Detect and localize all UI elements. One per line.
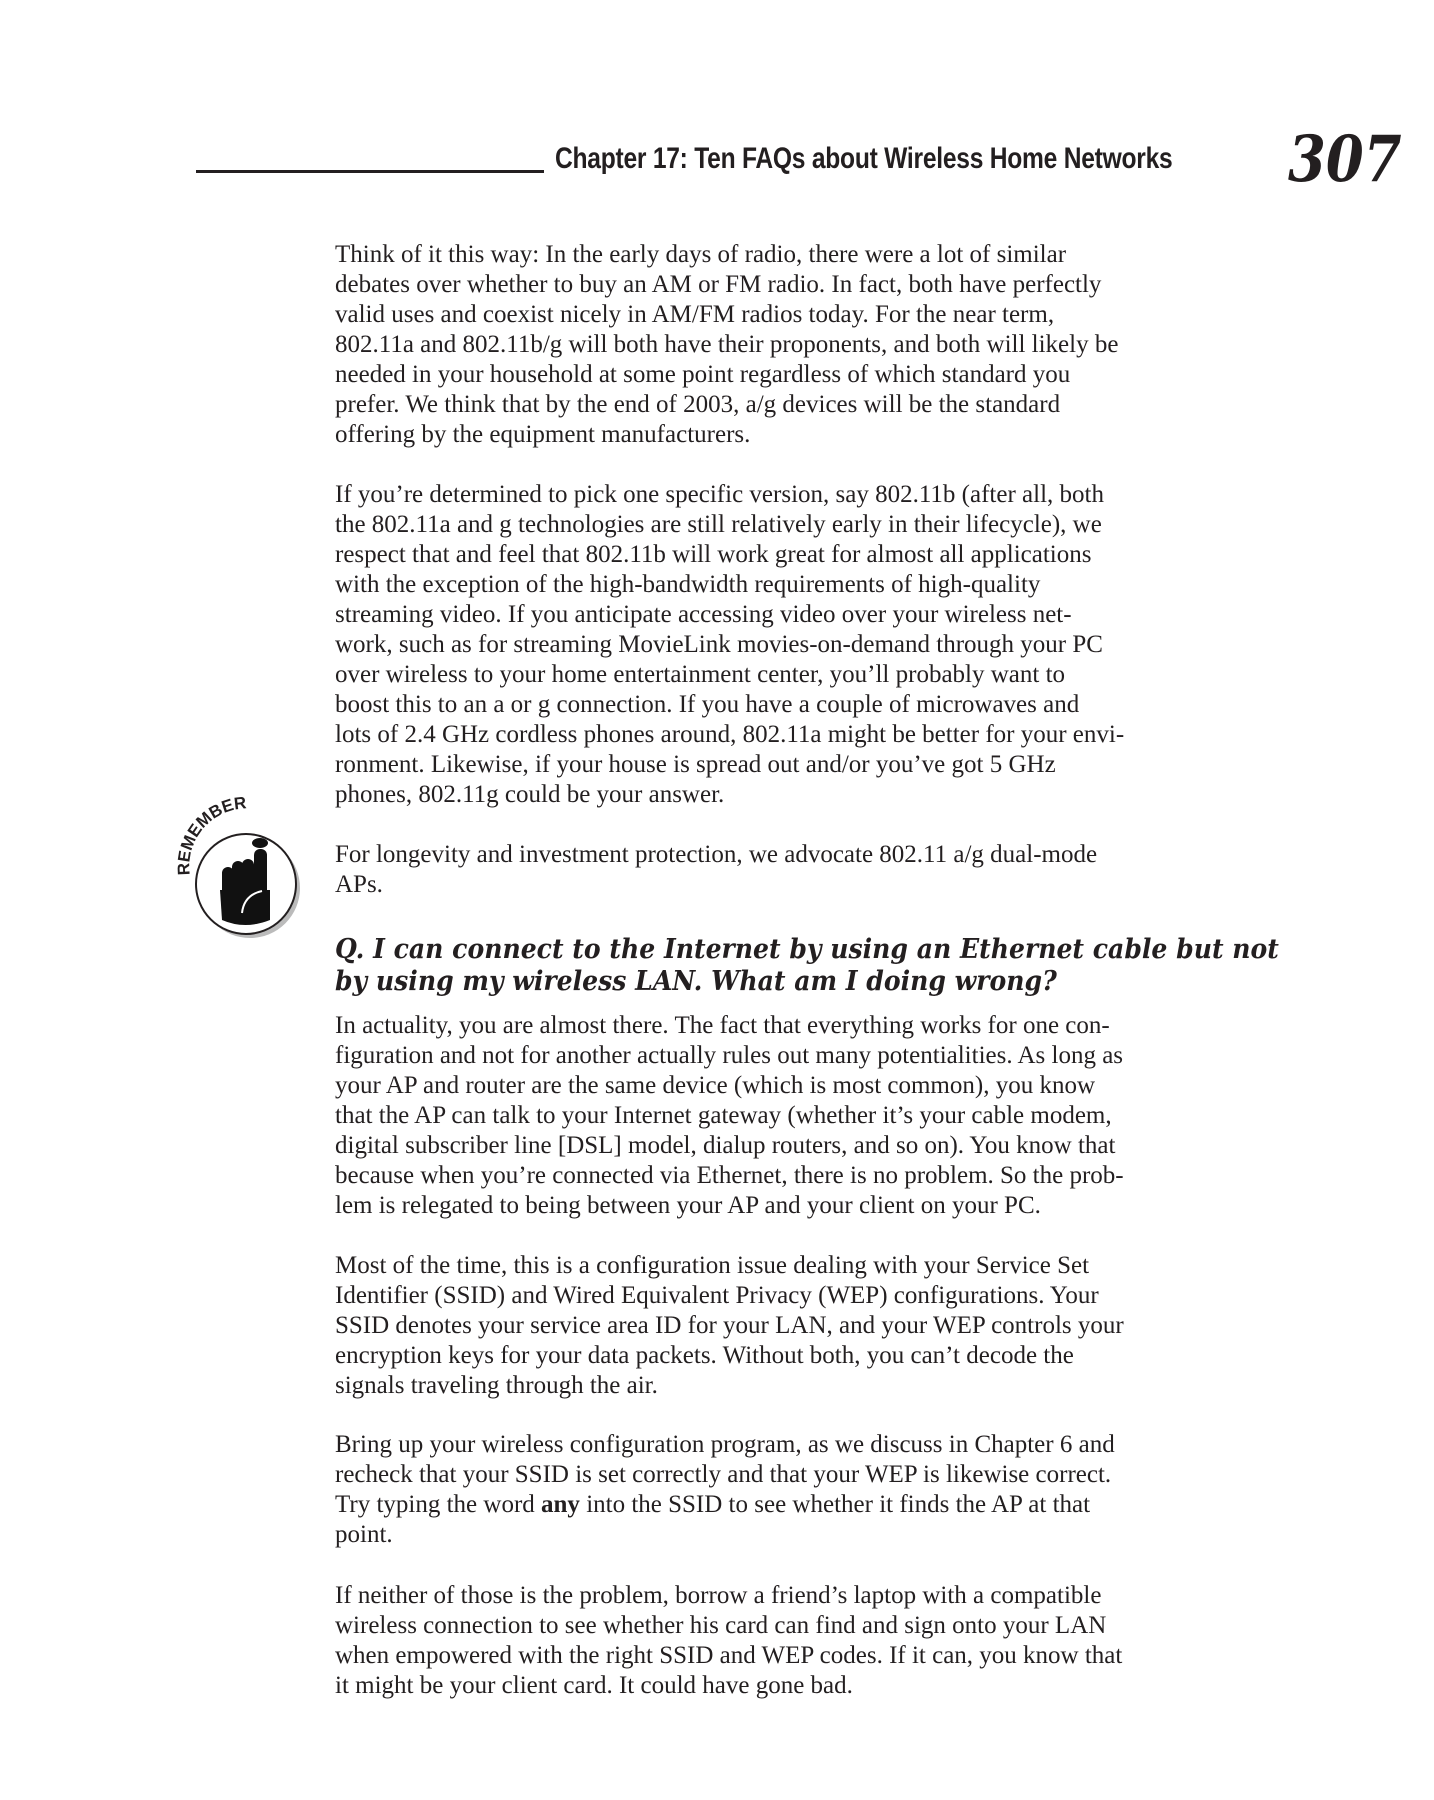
text-line: recheck that your SSID is set correctly and that your WEP is likewise correct. [335,1461,1112,1488]
text-line: APs. [335,871,383,898]
text-line: ronment. Likewise, if your house is spread out and/or you’ve got 5 GHz [335,751,1056,778]
heading-line: Q. I can connect to the Internet by using an Ethernet cable but not [335,934,1279,965]
text-line: work, such as for streaming MovieLink movies-on-demand through your PC [335,631,1103,658]
text-line: that the AP can talk to your Internet gateway (whether it’s your cable modem, [335,1102,1112,1129]
text-line: lots of 2.4 GHz cordless phones around, 802.11a might be better for your envi- [335,721,1125,748]
text-line: Most of the time, this is a configuration issue dealing with your Service Set [335,1252,1090,1279]
text-line: needed in your household at some point regardless of which standard you [335,361,1071,388]
text-line: offering by the equipment manufacturers. [335,421,751,448]
text-line: when empowered with the right SSID and WEP codes. If it can, you know that [335,1642,1123,1669]
text-line: Think of it this way: In the early days of radio, there were a lot of similar [335,241,1067,268]
text-line: signals traveling through the air. [335,1372,658,1399]
paragraph [335,480,1124,810]
text-line: prefer. We think that by the end of 2003, a/g devices will be the standard [335,391,1061,418]
remember-label: REMEMBER [174,795,248,876]
text-line: Identifier (SSID) and Wired Equivalent Privacy (WEP) configurations. Your [335,1282,1099,1309]
text-line: Bring up your wireless configuration program, as we discuss in Chapter 6 and [335,1431,1115,1458]
text-line: boost this to an a or g connection. If you have a couple of microwaves and [335,691,1080,718]
text-line: digital subscriber line [DSL] model, dialup routers, and so on). You know that [335,1132,1116,1159]
text-line: over wireless to your home entertainment center, you’ll probably want to [335,661,1066,688]
text-line: In actuality, you are almost there. The fact that everything works for one con- [335,1012,1110,1039]
running-header-title: Chapter 17: Ten FAQs about Wireless Home Networks [555,142,1173,175]
paragraph [335,840,1097,900]
heading-line: by using my wireless LAN. What am I doing wrong? [335,966,1057,997]
text-line: with the exception of the high-bandwidth requirements of high-quality [335,571,1041,598]
text-line: point. [335,1521,393,1548]
text-line: figuration and not for another actually rules out many potentialities. As long as [335,1042,1124,1069]
header-rule [196,170,544,173]
text-line: phones, 802.11g could be your answer. [335,781,725,808]
paragraph [335,1581,1122,1701]
text-line: debates over whether to buy an AM or FM radio. In fact, both have perfectly [335,271,1102,298]
text-line: your AP and router are the same device (which is most common), you know [335,1072,1096,1099]
text: into the SSID to see whether it finds the AP at that [579,1491,1091,1518]
text-line: streaming video. If you anticipate accessing video over your wireless net- [335,601,1072,628]
paragraph [335,1251,1124,1401]
text-line: because when you’re connected via Ethernet, there is no problem. So the prob- [335,1162,1124,1189]
text-line: encryption keys for your data packets. Without both, you can’t decode the [335,1342,1074,1369]
text-line: lem is relegated to being between your AP and your client on your PC. [335,1192,1041,1219]
text-line: it might be your client card. It could have gone bad. [335,1672,853,1699]
text-line: If neither of those is the problem, borrow a friend’s laptop with a compatible [335,1582,1102,1609]
text-line: the 802.11a and g technologies are still relatively early in their lifecycle), we [335,511,1102,538]
faq-question-heading [335,934,1279,998]
bold-keyword: any [541,1491,580,1518]
page-number: 307 [1288,122,1402,197]
text: Try typing the word [335,1491,542,1518]
text-line: SSID denotes your service area ID for your LAN, and your WEP controls your [335,1312,1124,1339]
text-line: 802.11a and 802.11b/g will both have their proponents, and both will likely be [335,331,1119,358]
paragraph [335,240,1118,450]
text-line: respect that and feel that 802.11b will work great for almost all applications [335,541,1092,568]
paragraph [335,1011,1124,1221]
text-line: valid uses and coexist nicely in AM/FM radios today. For the near term, [335,301,1055,328]
text-line: If you’re determined to pick one specific version, say 802.11b (after all, both [335,481,1104,508]
text-line [335,1490,1115,1520]
text-line: For longevity and investment protection, we advocate 802.11 a/g dual-mode [335,841,1098,868]
remember-icon [170,795,320,950]
text-line: wireless connection to see whether his card can find and sign onto your LAN [335,1612,1107,1639]
paragraph [335,1430,1115,1550]
